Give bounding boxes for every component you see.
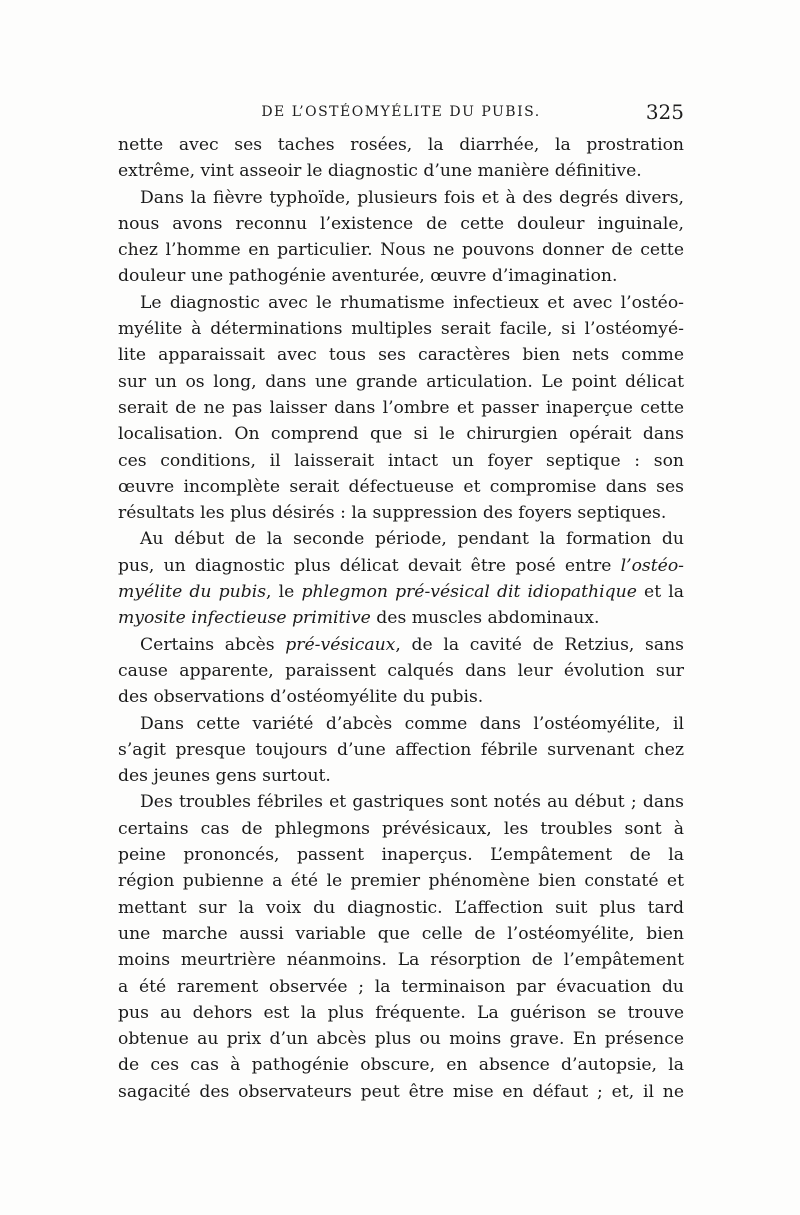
text-segment: , le <box>266 582 302 603</box>
text-segment: Le diagnostic avec le rhumatisme infectieux et avec l’ostéo- <box>140 292 684 313</box>
text-line <box>118 974 684 1000</box>
text-line <box>118 1026 684 1052</box>
text-segment: résultats les plus désirés : la suppression des foyers septiques. <box>118 503 667 524</box>
text-segment: cause apparente, paraissent calqués dans leur évolution sur <box>118 660 684 681</box>
text-segment: Dans cette variété d’abcès comme dans l’ostéomyélite, il <box>140 713 684 734</box>
text-line <box>118 500 684 526</box>
text-line <box>118 526 684 552</box>
text-segment: myélite à déterminations multiples serait facile, si l’ostéomyé- <box>118 319 684 340</box>
text-segment: Au début de la seconde période, pendant la formation du <box>140 529 684 550</box>
text-line <box>118 185 684 211</box>
text-line <box>118 553 684 579</box>
text-segment: a été rarement observée ; la terminaison par évacuation du <box>118 976 684 997</box>
text-segment: Certains abcès <box>140 634 286 655</box>
text-line <box>118 579 684 605</box>
text-line <box>118 868 684 894</box>
text-segment: de ces cas à pathogénie obscure, en absence d’autopsie, la <box>118 1055 684 1076</box>
text-segment: sagacité des observateurs peut être mise en défaut ; et, il ne <box>118 1081 684 1102</box>
text-line <box>118 632 684 658</box>
text-segment: Des troubles fébriles et gastriques sont notés au début ; dans <box>140 792 684 813</box>
text-line <box>118 605 684 631</box>
text-line <box>118 395 684 421</box>
italic-text-segment: l’ostéo- <box>620 555 684 576</box>
italic-text-segment: myélite du pubis <box>118 582 267 603</box>
text-line <box>118 158 684 184</box>
text-segment: s’agit presque toujours d’une affection fébrile survenant chez <box>118 739 684 760</box>
text-line <box>118 763 684 789</box>
text-segment: , de la cavité de Retzius, sans <box>395 634 684 655</box>
text-segment: pus au dehors est la plus fréquente. La guérison se trouve <box>118 1002 684 1023</box>
text-segment: et la <box>636 582 684 603</box>
text-line <box>118 1000 684 1026</box>
running-head <box>118 100 684 130</box>
text-segment: peine prononcés, passent inaperçus. L’empâtement de la <box>118 845 684 866</box>
text-line <box>118 816 684 842</box>
text-segment: extrême, vint asseoir le diagnostic d’une manière définitive. <box>118 161 642 182</box>
text-segment: serait de ne pas laisser dans l’ombre et passer inaperçue cette <box>118 397 684 418</box>
text-segment: des observations d’ostéomyélite du pubis. <box>118 687 484 708</box>
text-segment: douleur une pathogénie aventurée, œuvre d’imagination. <box>118 266 618 287</box>
text-segment: des muscles abdominaux. <box>370 608 600 629</box>
text-line <box>118 684 684 710</box>
text-line <box>118 237 684 263</box>
text-line <box>118 290 684 316</box>
text-segment: nette avec ses taches rosées, la diarrhée, la prostration <box>118 135 684 155</box>
text-segment: localisation. On comprend que si le chirurgien opérait dans <box>118 424 684 445</box>
text-segment: ces conditions, il laisserait intact un foyer septique : son <box>118 450 684 471</box>
text-line <box>118 316 684 342</box>
body-text <box>118 132 684 1105</box>
text-segment: moins meurtrière néanmoins. La résorption de l’empâtement <box>118 950 684 971</box>
text-line <box>118 1052 684 1078</box>
text-segment: œuvre incomplète serait défectueuse et compromise dans ses <box>118 476 684 497</box>
text-segment: mettant sur la voix du diagnostic. L’affection suit plus tard <box>118 897 684 918</box>
text-line <box>118 421 684 447</box>
text-line <box>118 947 684 973</box>
text-line <box>118 1079 684 1105</box>
text-line <box>118 448 684 474</box>
text-segment: des jeunes gens surtout. <box>118 766 331 787</box>
text-line <box>118 342 684 368</box>
text-line <box>118 132 684 158</box>
text-line <box>118 711 684 737</box>
text-segment: une marche aussi variable que celle de l’ostéomyélite, bien <box>118 923 684 944</box>
text-segment: lite apparaissait avec tous ses caractères bien nets comme <box>118 345 684 366</box>
text-segment: Dans la fièvre typhoïde, plusieurs fois et à des degrés divers, <box>140 187 684 208</box>
text-line <box>118 895 684 921</box>
italic-text-segment: phlegmon pré-vésical dit idiopathique <box>301 582 637 603</box>
text-line <box>118 658 684 684</box>
text-segment: sur un os long, dans une grande articulation. Le point délicat <box>118 371 684 392</box>
italic-text-segment: myosite infectieuse primitive <box>118 608 371 629</box>
text-line <box>118 737 684 763</box>
text-line <box>118 369 684 395</box>
text-line <box>118 921 684 947</box>
text-line <box>118 789 684 815</box>
text-segment: obtenue au prix d’un abcès plus ou moins grave. En présence <box>118 1029 684 1050</box>
text-segment: chez l’homme en particulier. Nous ne pouvons donner de cette <box>118 240 684 261</box>
text-segment: région pubienne a été le premier phénomène bien constaté et <box>118 871 684 892</box>
text-segment: nous avons reconnu l’existence de cette douleur inguinale, <box>118 213 684 234</box>
page-number: 325 <box>645 100 684 124</box>
text-line <box>118 842 684 868</box>
text-segment: pus, un diagnostic plus délicat devait être posé entre <box>118 555 621 576</box>
running-title: DE L’OSTÉOMYÉLITE DU PUBIS. <box>261 104 541 120</box>
text-line <box>118 474 684 500</box>
text-segment: certains cas de phlegmons prévésicaux, les troubles sont à <box>118 818 684 839</box>
text-line <box>118 211 684 237</box>
italic-text-segment: pré-vésicaux <box>285 634 396 655</box>
text-line <box>118 263 684 289</box>
